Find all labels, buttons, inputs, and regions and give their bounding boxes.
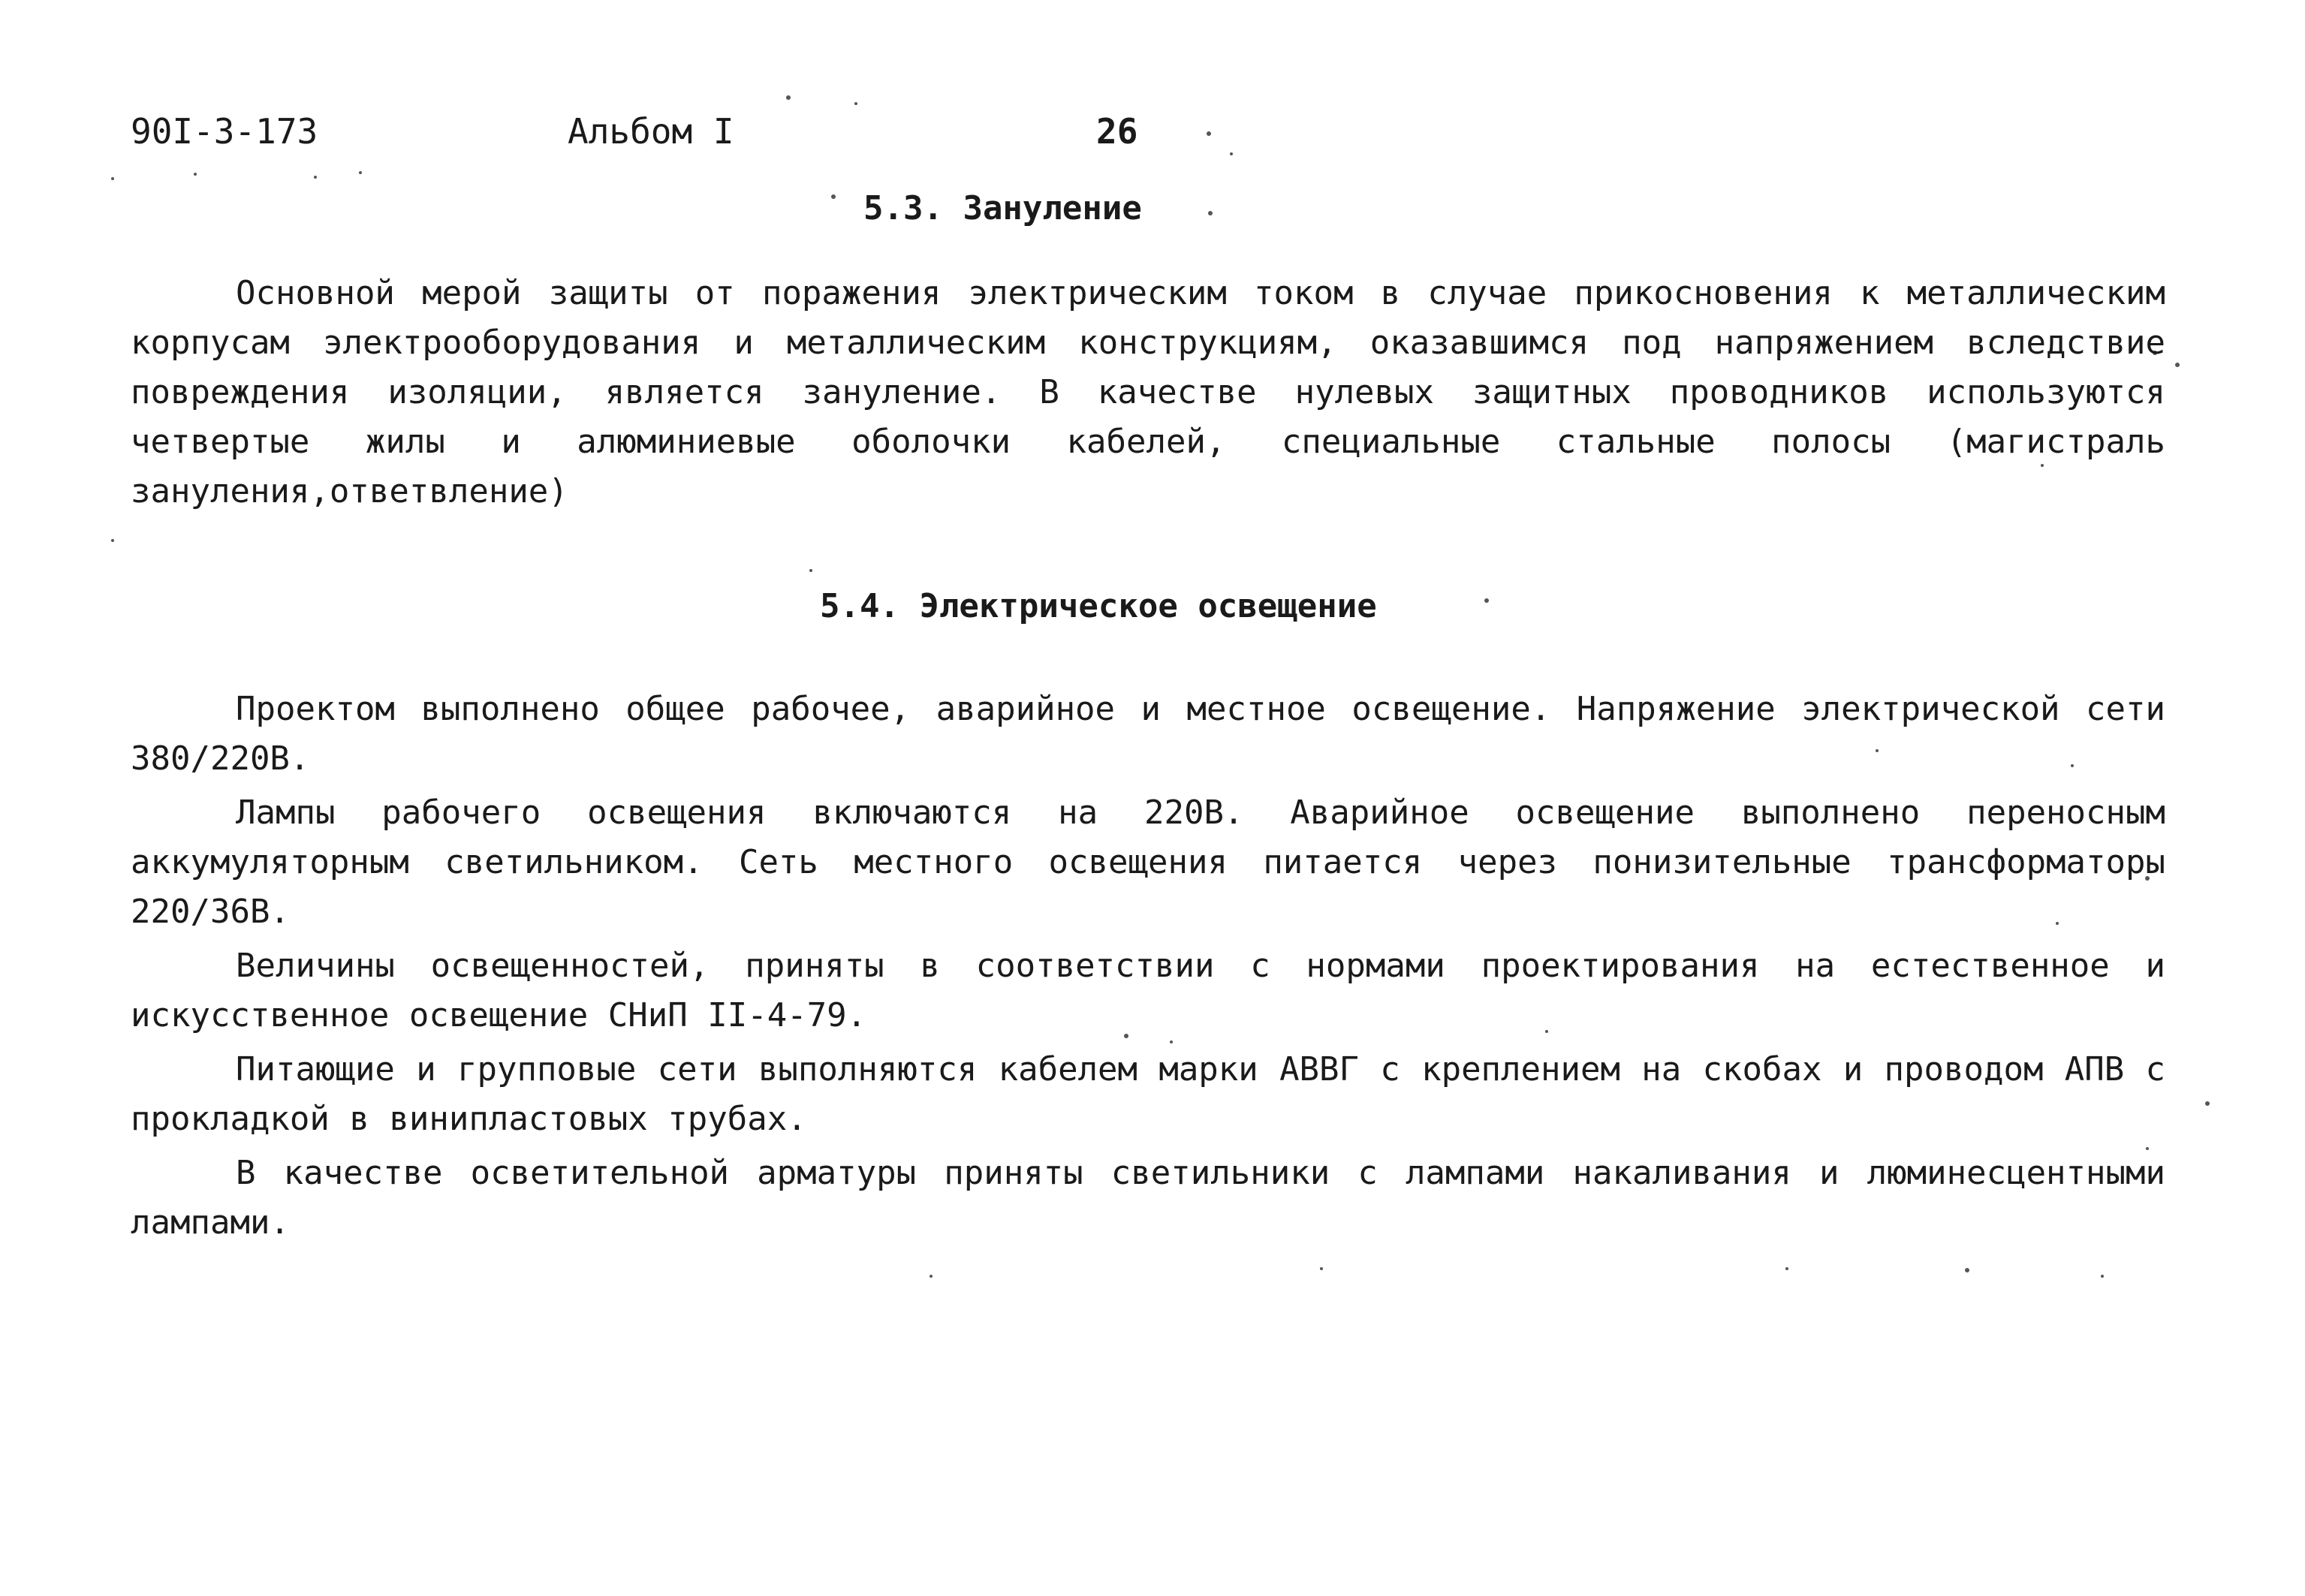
section-heading-zeroing: 5.3. Зануление <box>863 189 1142 227</box>
paragraph-lighting-3: Величины освещенностей, приняты в соответствии с нормами проектирования на естественное и искусственное освещение СНиП II-4-79. <box>131 947 2165 1034</box>
album-label: Альбом I <box>568 111 734 152</box>
paragraph-zeroing: Основной мерой защиты от поражения электрическим током в случае прикосновения к металлическим корпусам электрооборудования и металлическим конструкциям, оказавшимся под напряжением вследствие повреждения изоляции, является зануление. В качестве нулевых защитных проводников используются четвертые жилы и алюминиевые оболочки кабелей, специальные стальные полосы (магистраль зануления,ответвление) <box>131 274 2165 510</box>
paragraph-lighting-4: Питающие и групповые сети выполняются кабелем марки АВВГ с креплением на скобах и проводом АПВ с прокладкой в винипластовых трубах. <box>131 1050 2165 1138</box>
paragraph-lighting-5: В качестве осветительной арматуры приняты светильники с лампами накаливания и люминесцентными лампами. <box>131 1154 2165 1242</box>
page-number: 26 <box>1096 111 1138 152</box>
paragraph-lighting-2: Лампы рабочего освещения включаются на 220В. Аварийное освещение выполнено переносным аккумуляторным светильником. Сеть местного освещения питается через понизительные трансформаторы 220/36В. <box>131 793 2165 931</box>
paragraph-lighting-1: Проектом выполнено общее рабочее, аварийное и местное освещение. Напряжение электрической сети 380/220В. <box>131 690 2165 778</box>
section-heading-lighting: 5.4. Электрическое освещение <box>820 587 1377 625</box>
document-code: 90I-3-173 <box>131 111 318 152</box>
